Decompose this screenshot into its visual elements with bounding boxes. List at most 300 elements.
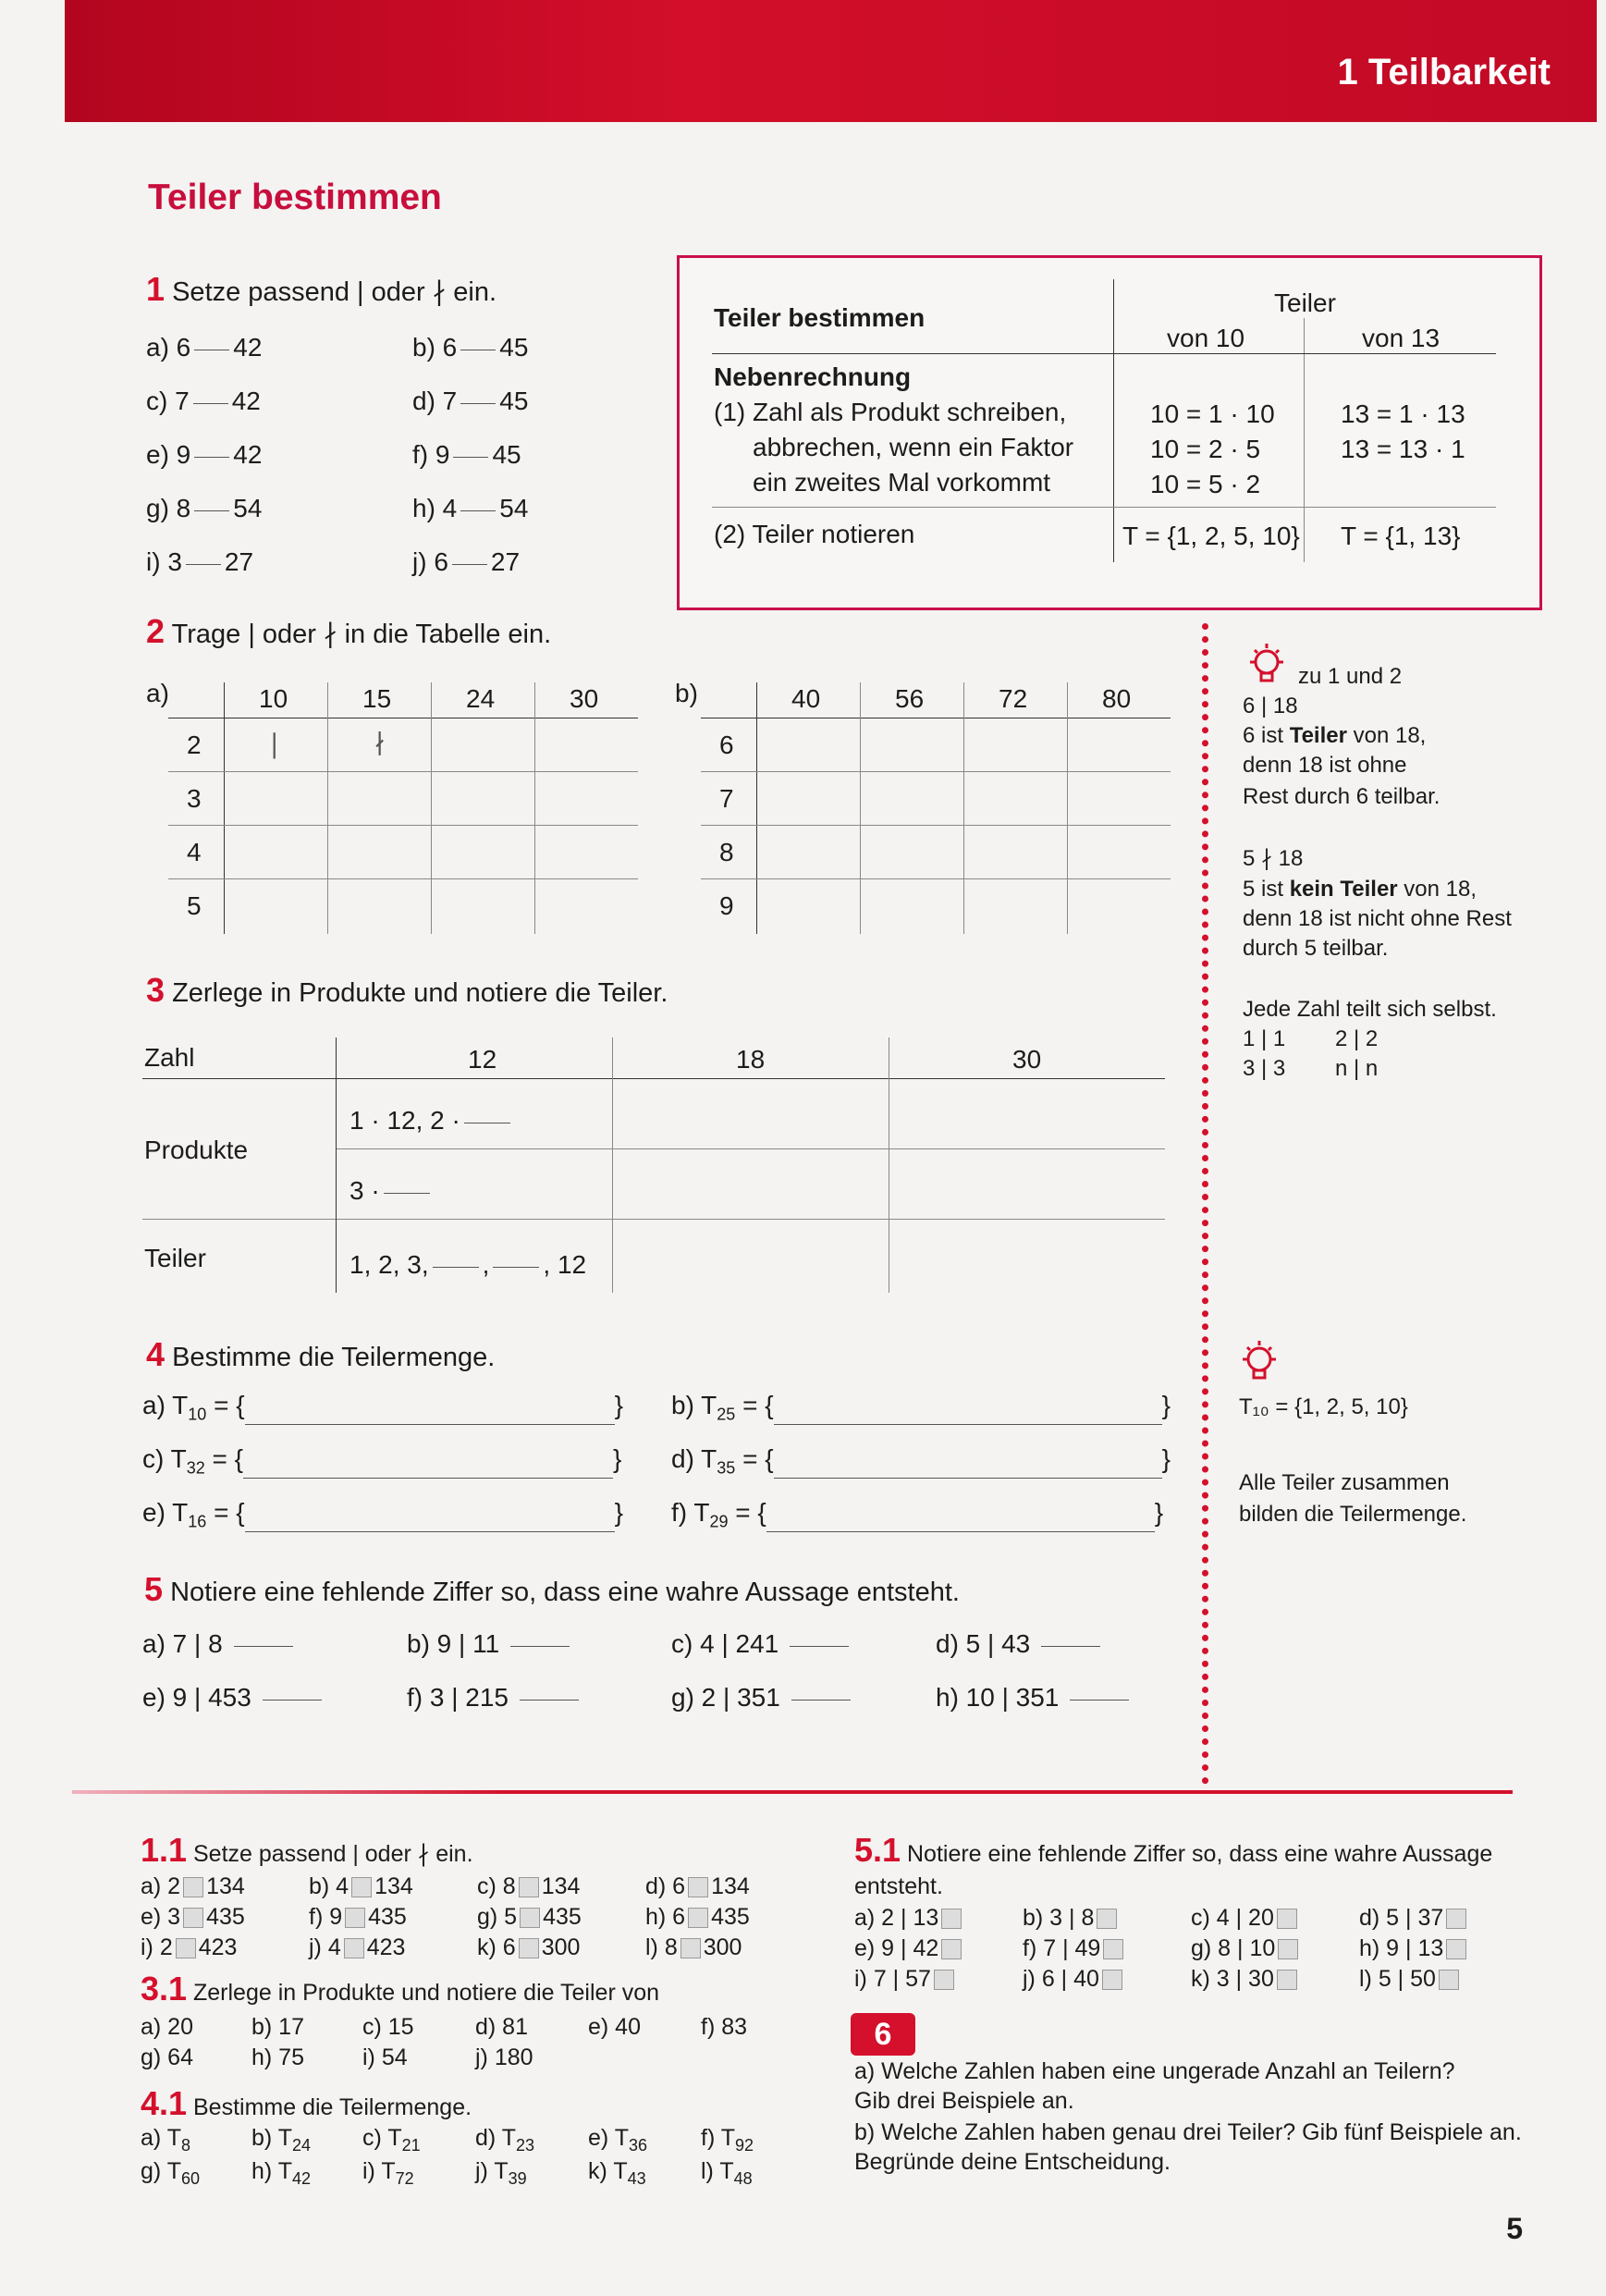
- answer-blank[interactable]: [193, 402, 228, 404]
- tip1-l8: durch 5 teilbar.: [1243, 936, 1389, 961]
- t2-row-header: 3: [187, 784, 202, 813]
- t3-row-line: [142, 1219, 1165, 1220]
- b41-item: [362, 2158, 414, 2189]
- tip-text: von 18,: [1346, 723, 1427, 748]
- b31-header: [141, 1970, 659, 2008]
- b41-subscript: 23: [516, 2136, 535, 2155]
- b11-label: h) 6: [645, 1904, 686, 1930]
- answer-box[interactable]: [1446, 1939, 1466, 1959]
- b41-subscript: 36: [629, 2136, 648, 2155]
- b11-label: d) 6: [645, 1873, 686, 1899]
- answer-blank[interactable]: [460, 349, 496, 350]
- b51-item: [1023, 1935, 1126, 1962]
- b11-value: 435: [368, 1904, 407, 1930]
- answer-blank[interactable]: [433, 1266, 479, 1268]
- b51-item: [1023, 1966, 1125, 1993]
- t4-subscript: 35: [717, 1458, 736, 1478]
- tip1-l9: Jede Zahl teilt sich selbst.: [1243, 997, 1497, 1022]
- t2-col-line: [431, 682, 432, 934]
- info-teiler-header: Teiler: [1274, 289, 1336, 317]
- t2-cell[interactable]: [865, 723, 958, 766]
- t2-cell[interactable]: [1073, 884, 1165, 927]
- t2-cell[interactable]: [762, 830, 854, 873]
- tip1-l6: [1243, 877, 1477, 902]
- t4-eq: = {: [206, 1498, 245, 1527]
- info-neben: Nebenrechnung: [714, 362, 912, 391]
- task-number: 5.1: [854, 1831, 901, 1869]
- task-6-badge: 6: [851, 2013, 915, 2056]
- t4-item: [671, 1444, 1171, 1479]
- t4-item: [671, 1498, 1163, 1532]
- t3-products-line2: [349, 1176, 434, 1206]
- b41-subscript: 48: [733, 2169, 753, 2188]
- b51-text: h) 9 | 13: [1359, 1935, 1444, 1961]
- task-4-header: [146, 1335, 495, 1374]
- task-1-header: [146, 270, 497, 309]
- t2-col-header: 40: [791, 684, 821, 713]
- tip1-l2: [1243, 723, 1426, 749]
- b11-item: [141, 1904, 245, 1931]
- answer-box[interactable]: [1097, 1909, 1117, 1929]
- tip-bold: Teiler: [1289, 723, 1347, 748]
- t1-item-value: 42: [231, 387, 261, 415]
- t1-item: [412, 333, 528, 362]
- b11-item: [309, 1934, 405, 1961]
- answer-box[interactable]: [1277, 1970, 1297, 1990]
- t2-row-line: [701, 825, 1171, 826]
- t2-cell[interactable]: [1073, 830, 1165, 873]
- answer-blank[interactable]: [194, 510, 229, 511]
- answer-box[interactable]: [1102, 1970, 1122, 1990]
- b31-item: b) 17: [251, 2014, 304, 2040]
- answer-box[interactable]: [344, 1938, 364, 1958]
- t2-cell[interactable]: [436, 777, 529, 819]
- answer-blank[interactable]: [460, 510, 496, 511]
- answer-blank[interactable]: [194, 456, 229, 458]
- answer-blank[interactable]: [263, 1699, 322, 1701]
- b41-item: [251, 2158, 311, 2189]
- t4-label: a) T: [142, 1391, 189, 1419]
- answer-box[interactable]: [1278, 1939, 1298, 1959]
- tip-text: 6 ist: [1243, 723, 1290, 748]
- info-p13a: 13 = 1 · 13: [1341, 399, 1465, 428]
- t2-cell[interactable]: [762, 884, 854, 927]
- t1-item-label: i) 3: [146, 547, 182, 576]
- answer-blank[interactable]: [1041, 1645, 1100, 1647]
- answer-blank[interactable]: [460, 402, 496, 404]
- t2-col-line: [1067, 682, 1068, 934]
- t4-eq: = {: [735, 1391, 774, 1419]
- b6-b2: Begründe deine Entscheidung.: [854, 2149, 1171, 2175]
- b41-label: l) T: [701, 2158, 734, 2184]
- task-number: 1.1: [141, 1831, 188, 1869]
- tip1-l5: 5 ∤ 18: [1243, 846, 1304, 871]
- t2-row-header: 6: [719, 731, 734, 759]
- t2-cell[interactable]: [969, 777, 1061, 819]
- b41-header: [141, 2084, 472, 2123]
- answer-box[interactable]: [688, 1908, 708, 1928]
- answer-blank[interactable]: [234, 1645, 293, 1647]
- answer-box[interactable]: [519, 1877, 539, 1897]
- t2-cell[interactable]: [540, 884, 632, 927]
- b41-subscript: 43: [627, 2169, 646, 2188]
- info-t13: T = {1, 13}: [1341, 522, 1461, 550]
- page-number: 5: [1506, 2212, 1523, 2245]
- b41-label: d) T: [475, 2125, 516, 2151]
- b51-text: d) 5 | 37: [1359, 1905, 1444, 1931]
- t5-text: f) 3 | 215: [407, 1683, 509, 1712]
- t1-item-label: b) 6: [412, 333, 458, 362]
- info-title: Teiler bestimmen: [714, 303, 926, 332]
- b31-item: a) 20: [141, 2014, 193, 2040]
- b51-item: [854, 1935, 964, 1962]
- b31-item: j) 180: [475, 2044, 533, 2070]
- t3-p1: 1 · 12, 2 ·: [349, 1106, 460, 1135]
- t2-row-header: 9: [719, 891, 734, 920]
- b31-item: i) 54: [362, 2044, 408, 2070]
- b11-item: [309, 1904, 407, 1931]
- b51-item: [1359, 1935, 1469, 1962]
- task-3-header: [146, 971, 668, 1010]
- answer-blank[interactable]: [493, 1266, 539, 1268]
- t1-item-value: 54: [233, 494, 263, 522]
- b41-subscript: 24: [292, 2136, 312, 2155]
- b41-item: [141, 2125, 190, 2155]
- b51-text: l) 5 | 50: [1359, 1966, 1436, 1992]
- t5-item: [671, 1629, 852, 1659]
- t2-cell[interactable]: [229, 830, 322, 873]
- t4-eq: = {: [204, 1444, 243, 1473]
- t1-item-label: c) 7: [146, 387, 190, 415]
- t2-table-label: a): [146, 679, 169, 707]
- t5-text: b) 9 | 11: [407, 1629, 500, 1658]
- b11-value: 423: [366, 1934, 406, 1960]
- t2-cell[interactable]: [333, 777, 425, 819]
- b31-item: g) 64: [141, 2044, 193, 2070]
- t2-col-header: 15: [362, 684, 392, 713]
- answer-box[interactable]: [176, 1938, 196, 1958]
- t2-row-header: 2: [187, 731, 202, 759]
- task-text: Trage | oder ∤ in die Tabelle ein.: [171, 620, 552, 649]
- t2-cell[interactable]: [1073, 777, 1165, 819]
- b11-item: [477, 1873, 580, 1900]
- info-step1a: (1) Zahl als Produkt schreiben,: [714, 398, 1067, 426]
- t2-cell[interactable]: [762, 777, 854, 819]
- t1-item-label: h) 4: [412, 494, 458, 522]
- t2-cell[interactable]: [865, 777, 958, 819]
- task-number: 4: [146, 1335, 166, 1373]
- t2-cell[interactable]: [865, 884, 958, 927]
- t2-cell[interactable]: [540, 830, 632, 873]
- t2-cell[interactable]: [865, 830, 958, 873]
- answer-box[interactable]: [183, 1908, 203, 1928]
- t5-text: e) 9 | 453: [142, 1683, 251, 1712]
- b51-item: [854, 1966, 957, 1993]
- t3-col-18: 18: [736, 1045, 766, 1074]
- answer-line[interactable]: [245, 1400, 615, 1425]
- b11-item: [645, 1873, 750, 1900]
- b11-item: [141, 1934, 237, 1961]
- b41-item: [251, 2125, 311, 2155]
- info-p10c: 10 = 5 · 2: [1150, 470, 1261, 498]
- t4-item: [142, 1498, 623, 1532]
- t2-handwritten-entry: ∤: [374, 729, 386, 759]
- t2-col-line: [860, 682, 861, 934]
- tip-text: von 18,: [1397, 877, 1477, 902]
- info-step1b: abbrechen, wenn ein Faktor: [753, 433, 1074, 461]
- t2-col-line: [224, 682, 225, 934]
- task-5-header: [144, 1570, 960, 1609]
- answer-box[interactable]: [1439, 1970, 1459, 1990]
- task-2-header: [146, 612, 551, 651]
- t2-cell[interactable]: [1073, 723, 1165, 766]
- b41-label: e) T: [588, 2125, 629, 2151]
- t5-text: a) 7 | 8: [142, 1629, 223, 1658]
- tip2-l1: Alle Teiler zusammen: [1239, 1470, 1450, 1495]
- b11-value: 134: [541, 1873, 581, 1899]
- t2-cell[interactable]: [436, 884, 529, 927]
- t2-col-line: [534, 682, 535, 934]
- tip1-l11b: n | n: [1335, 1056, 1379, 1081]
- t4-label: c) T: [142, 1444, 187, 1473]
- t2-col-line: [963, 682, 964, 934]
- tip-text: 5 ist: [1243, 877, 1290, 902]
- t4-subscript: 32: [186, 1458, 205, 1478]
- b11-item: [309, 1873, 413, 1900]
- b41-item: [588, 2125, 647, 2155]
- t3-tl-end: , 12: [543, 1250, 587, 1279]
- answer-box[interactable]: [183, 1877, 203, 1897]
- t4-brace: }: [1161, 1444, 1171, 1473]
- answer-box[interactable]: [520, 1908, 540, 1928]
- t1-item-label: j) 6: [412, 547, 448, 576]
- t5-item: [936, 1629, 1104, 1659]
- answer-line[interactable]: [243, 1454, 613, 1479]
- t2-cell[interactable]: [762, 723, 854, 766]
- b6-a: a) Welche Zahlen haben eine ungerade Anzahl an Teilern?: [854, 2058, 1455, 2084]
- t1-item-label: d) 7: [412, 387, 458, 415]
- t3-tl: 1, 2, 3,: [349, 1250, 429, 1279]
- b41-item: [362, 2125, 421, 2155]
- task-text: Bestimme die Teilermenge.: [172, 1343, 496, 1372]
- t5-text: g) 2 | 351: [671, 1683, 780, 1712]
- t1-item: [146, 547, 253, 577]
- t2-row-header: 5: [187, 891, 202, 920]
- t2-cell[interactable]: [436, 723, 529, 766]
- t3-col-12: 12: [468, 1045, 497, 1074]
- task-number: 2: [146, 612, 166, 650]
- b11-label: b) 4: [309, 1873, 349, 1899]
- t1-item: [412, 387, 528, 416]
- b41-label: a) T: [141, 2125, 181, 2151]
- answer-box[interactable]: [1277, 1909, 1297, 1929]
- answer-blank[interactable]: [194, 349, 229, 350]
- task-number: 3: [146, 971, 166, 1009]
- info-p10a: 10 = 1 · 10: [1150, 399, 1275, 428]
- answer-blank[interactable]: [1070, 1699, 1129, 1701]
- task-number: 5: [144, 1570, 164, 1608]
- b11-value: 300: [541, 1934, 581, 1960]
- t2-cell[interactable]: [969, 723, 1061, 766]
- answer-box[interactable]: [680, 1938, 701, 1958]
- t2-cell[interactable]: [969, 830, 1061, 873]
- b51-text: i) 7 | 57: [854, 1966, 931, 1992]
- info-vline2: [1304, 318, 1305, 562]
- tip2-l2: bilden die Teilermenge.: [1239, 1502, 1467, 1527]
- b11-label: c) 8: [477, 1873, 516, 1899]
- b41-subscript: 42: [292, 2169, 312, 2188]
- answer-box[interactable]: [1446, 1909, 1466, 1929]
- t3-products-line1: [349, 1106, 514, 1136]
- b51-item: [1023, 1905, 1120, 1932]
- b11-item: [645, 1904, 750, 1931]
- t2-cell[interactable]: [333, 884, 425, 927]
- answer-blank[interactable]: [791, 1699, 851, 1701]
- answer-line[interactable]: [245, 1507, 615, 1532]
- t2-col-header: 10: [259, 684, 288, 713]
- answer-box[interactable]: [941, 1939, 962, 1959]
- task-text: Setze passend | oder ∤ ein.: [193, 1841, 473, 1867]
- t1-item-value: 45: [499, 333, 529, 362]
- b41-label: b) T: [251, 2125, 292, 2151]
- t3-zahl-label: Zahl: [144, 1043, 195, 1072]
- info-von10: von 10: [1167, 324, 1245, 352]
- info-vline: [1113, 279, 1114, 562]
- tip1-l3: denn 18 ist ohne: [1243, 753, 1407, 778]
- b51-text: c) 4 | 20: [1191, 1905, 1274, 1931]
- answer-blank[interactable]: [186, 563, 221, 565]
- b11-item: [645, 1934, 742, 1961]
- t4-item: [142, 1444, 621, 1479]
- t2-cell[interactable]: [229, 884, 322, 927]
- b41-item: [475, 2125, 534, 2155]
- t5-item: [671, 1683, 854, 1713]
- t4-subscript: 16: [188, 1512, 207, 1531]
- b11-label: j) 4: [309, 1934, 341, 1960]
- answer-blank[interactable]: [520, 1699, 579, 1701]
- dotted-divider: [1202, 623, 1208, 1785]
- b31-item: e) 40: [588, 2014, 641, 2040]
- t2-cell[interactable]: [969, 884, 1061, 927]
- answer-blank[interactable]: [510, 1645, 570, 1647]
- answer-box[interactable]: [1103, 1939, 1123, 1959]
- answer-box[interactable]: [519, 1938, 539, 1958]
- lightbulb-icon: [1239, 1339, 1280, 1390]
- answer-blank[interactable]: [790, 1645, 849, 1647]
- b11-label: k) 6: [477, 1934, 516, 1960]
- answer-box[interactable]: [941, 1909, 962, 1929]
- t1-item: [412, 494, 528, 523]
- b11-label: i) 2: [141, 1934, 173, 1960]
- t5-item: [407, 1629, 573, 1659]
- info-t10: T = {1, 2, 5, 10}: [1122, 522, 1300, 550]
- t4-subscript: 29: [709, 1512, 729, 1531]
- t2-col-header: 30: [570, 684, 599, 713]
- b51-item: [1359, 1905, 1469, 1932]
- answer-blank[interactable]: [453, 456, 488, 458]
- info-p10b: 10 = 2 · 5: [1150, 435, 1261, 463]
- task-text: Zerlege in Produkte und notiere die Teiler.: [172, 978, 668, 1008]
- t1-item: [412, 547, 520, 577]
- tip1-l11a: 3 | 3: [1243, 1056, 1286, 1081]
- answer-box[interactable]: [345, 1908, 365, 1928]
- b51-text: k) 3 | 30: [1191, 1966, 1274, 1992]
- t2-cell[interactable]: [333, 830, 425, 873]
- info-von13: von 13: [1362, 324, 1440, 352]
- t2-row-header: 7: [719, 784, 734, 813]
- answer-box[interactable]: [934, 1970, 954, 1990]
- t4-eq: = {: [735, 1444, 774, 1473]
- answer-line[interactable]: [774, 1454, 1162, 1479]
- t5-text: c) 4 | 241: [671, 1629, 779, 1658]
- answer-blank[interactable]: [464, 1122, 510, 1123]
- answer-blank[interactable]: [384, 1192, 430, 1194]
- t2-cell[interactable]: [540, 777, 632, 819]
- b41-label: h) T: [251, 2158, 292, 2184]
- t1-item-value: 42: [233, 440, 263, 469]
- t4-brace: }: [1154, 1498, 1164, 1527]
- b31-item: c) 15: [362, 2014, 414, 2040]
- t2-cell[interactable]: [436, 830, 529, 873]
- t2-col-line: [756, 682, 757, 934]
- t3-col-30: 30: [1012, 1045, 1042, 1074]
- task-number: 3.1: [141, 1970, 188, 2007]
- tip-bold: kein Teiler: [1289, 877, 1398, 902]
- b51-text: g) 8 | 10: [1191, 1935, 1276, 1961]
- b11-value: 134: [206, 1873, 245, 1899]
- answer-line[interactable]: [766, 1507, 1155, 1532]
- t1-item: [146, 494, 262, 523]
- t5-item: [936, 1683, 1133, 1713]
- b41-subscript: 92: [735, 2136, 754, 2155]
- t2-cell[interactable]: [229, 777, 322, 819]
- t1-item: [146, 440, 262, 470]
- answer-line[interactable]: [774, 1400, 1162, 1425]
- t4-item: [671, 1391, 1171, 1425]
- tip1-l7: denn 18 ist nicht ohne Rest: [1243, 906, 1512, 931]
- b41-label: i) T: [362, 2158, 396, 2184]
- answer-box[interactable]: [351, 1877, 372, 1897]
- answer-blank[interactable]: [452, 563, 487, 565]
- b51-text: f) 7 | 49: [1023, 1935, 1101, 1961]
- b51-item: [1359, 1966, 1462, 1993]
- b51-item: [1191, 1966, 1300, 1993]
- answer-box[interactable]: [688, 1877, 708, 1897]
- b51-text: b) 3 | 8: [1023, 1905, 1095, 1931]
- b11-label: l) 8: [645, 1934, 678, 1960]
- chapter-title: 1 Teilbarkeit: [1337, 52, 1551, 92]
- tip1-l10a: 1 | 1: [1243, 1026, 1286, 1051]
- b41-item: [701, 2158, 753, 2189]
- t5-text: h) 10 | 351: [936, 1683, 1060, 1712]
- t2-cell[interactable]: [540, 723, 632, 766]
- t4-label: e) T: [142, 1498, 189, 1527]
- t1-item-label: e) 9: [146, 440, 191, 469]
- b11-value: 435: [543, 1904, 582, 1930]
- t1-item-value: 27: [490, 547, 521, 576]
- t5-item: [142, 1683, 325, 1713]
- b11-value: 134: [711, 1873, 750, 1899]
- b11-header: [141, 1831, 473, 1870]
- t2-col-line: [327, 682, 328, 934]
- b11-value: 435: [206, 1904, 245, 1930]
- b31-item: h) 75: [251, 2044, 304, 2070]
- t2-row-line: [168, 878, 638, 879]
- t4-subscript: 10: [188, 1405, 207, 1424]
- section-title: Teiler bestimmen: [148, 178, 442, 217]
- task-number: 4.1: [141, 2084, 188, 2122]
- t4-subscript: 25: [717, 1405, 736, 1424]
